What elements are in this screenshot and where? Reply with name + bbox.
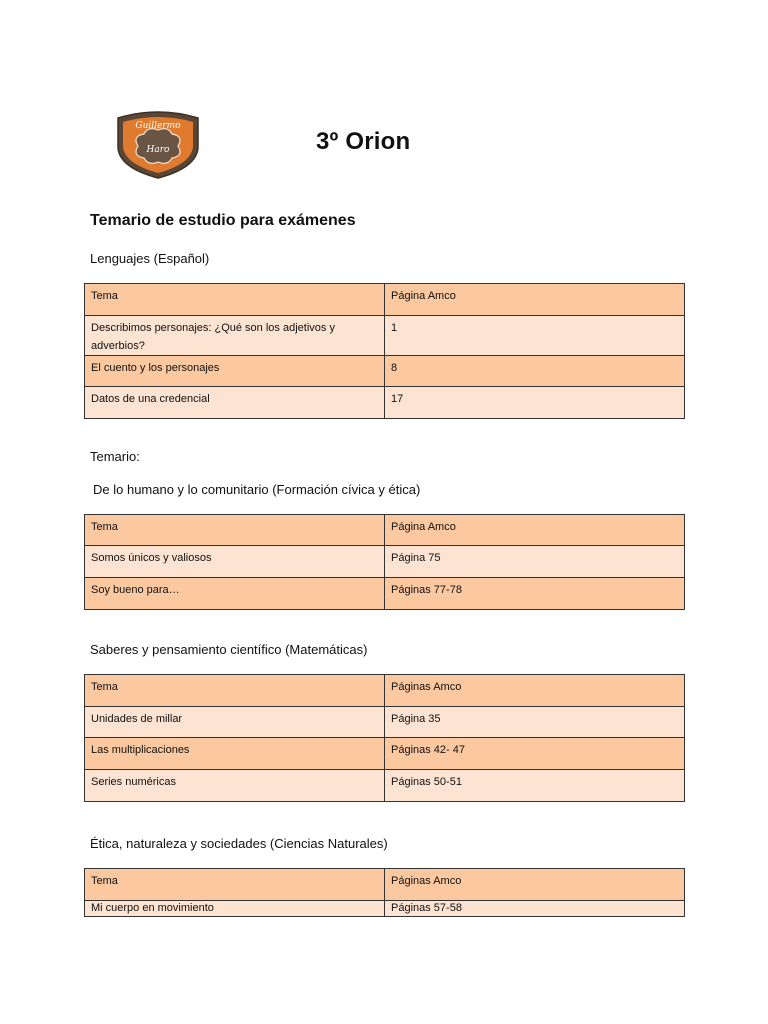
cell-pagina: Páginas 50-51	[385, 770, 685, 802]
table-header-row	[85, 869, 685, 901]
cell-tema: Las multiplicaciones	[85, 738, 385, 770]
table-row	[85, 770, 685, 802]
cell-pagina: 8	[385, 356, 685, 387]
cell-pagina: Páginas 77-78	[385, 578, 685, 610]
class-title: 3º Orion	[316, 128, 411, 155]
section-title-matematicas: Saberes y pensamiento científico (Matemáticas)	[90, 642, 368, 657]
cell-tema: Unidades de millar	[85, 707, 385, 738]
header-cell-pagina: Páginas Amco	[385, 869, 685, 901]
header-cell-tema: Tema	[85, 869, 385, 901]
section-title-espanol: Lenguajes (Español)	[90, 251, 210, 266]
header-cell-tema: Tema	[85, 284, 385, 316]
table-naturales	[84, 868, 685, 917]
table-row	[85, 578, 685, 610]
table-header-row	[85, 284, 685, 316]
table-row	[85, 738, 685, 770]
section-title-civica: De lo humano y lo comunitario (Formación cívica y ética)	[93, 482, 421, 497]
header-cell-pagina: Página Amco	[385, 284, 685, 316]
table-civica	[84, 514, 685, 610]
table-row	[85, 356, 685, 387]
header-cell-tema: Tema	[85, 675, 385, 707]
cell-pagina: Páginas 42- 47	[385, 738, 685, 770]
table-header-row	[85, 515, 685, 546]
cell-pagina: Página 75	[385, 546, 685, 578]
logo-text-bottom: Haro	[146, 145, 170, 155]
table-row	[85, 387, 685, 419]
table-espanol	[84, 283, 685, 419]
header-cell-pagina: Páginas Amco	[385, 675, 685, 707]
header-cell-pagina: Página Amco	[385, 515, 685, 546]
cell-pagina: Página 35	[385, 707, 685, 738]
document-title: Temario de estudio para exámenes	[90, 212, 356, 229]
cell-tema: Mi cuerpo en movimiento	[85, 901, 385, 917]
table-row	[85, 546, 685, 578]
cell-tema: Describimos personajes: ¿Qué son los adjetivos y adverbios?	[85, 316, 385, 356]
cell-tema: Somos únicos y valiosos	[85, 546, 385, 578]
table-row	[85, 707, 685, 738]
cell-tema: Soy bueno para…	[85, 578, 385, 610]
table-row	[85, 901, 685, 917]
school-logo	[112, 108, 204, 180]
temario-label: Temario:	[90, 449, 140, 464]
header-cell-tema: Tema	[85, 515, 385, 546]
table-header-row	[85, 675, 685, 707]
cell-pagina: 17	[385, 387, 685, 419]
shield-icon	[112, 108, 204, 180]
cell-tema: Series numéricas	[85, 770, 385, 802]
section-title-naturales: Ética, naturaleza y sociedades (Ciencias Naturales)	[90, 836, 388, 851]
cell-tema: Datos de una credencial	[85, 387, 385, 419]
table-matematicas	[84, 674, 685, 802]
table-row	[85, 316, 685, 356]
logo-text-top: Guillermo	[135, 121, 181, 131]
cell-pagina: Páginas 57-58	[385, 901, 685, 917]
cell-tema: El cuento y los personajes	[85, 356, 385, 387]
cell-pagina: 1	[385, 316, 685, 356]
